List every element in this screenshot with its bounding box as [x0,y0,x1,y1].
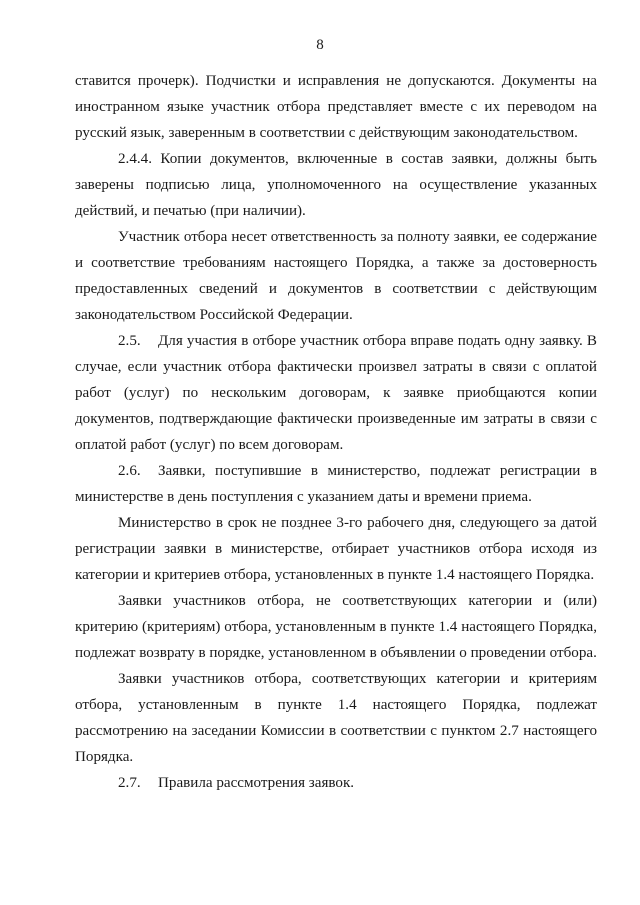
paragraph-2-6 [75,458,597,510]
paragraph-9-text: Правила рассмотрения заявок. [158,775,355,791]
paragraph-2-7 [75,770,597,796]
document-body [75,68,597,796]
paragraph-5-text: Заявки, поступившие в министерство, подлежат регистрации в министерстве в день поступления с указанием даты и времени приема. [75,463,597,505]
paragraph-ministry-selection [75,510,597,588]
section-number-2-6: 2.6. [118,463,141,479]
paragraph-rejected-applications [75,588,597,666]
paragraph-8-text: Заявки участников отбора, соответствующих категории и критериям отбора, установленным в пункте 1.4 настоящего Порядка, подлежат рассмотрению на заседании Комиссии в соответствии с пунктом 2.7 настоящего Порядка. [75,671,597,765]
paragraph-2-5 [75,328,597,458]
page-number: 8 [316,37,324,53]
section-number-2-5: 2.5. [118,333,141,349]
paragraph-4-text: Для участия в отборе участник отбора вправе подать одну заявку. В случае, если участник отбора фактически произвел затраты в связи с оплатой работ (услуг) по нескольким договорам, к заявке приобщаются копии документов, подтверждающие фактически произведенные им затраты в связи с оплатой работ (услуг) по всем договорам. [75,333,597,453]
paragraph-responsibility [75,224,597,328]
section-number-2-7: 2.7. [118,775,141,791]
paragraph-7-text: Заявки участников отбора, не соответствующих категории и (или) критерию (критериям) отбора, установленным в пункте 1.4 настоящего Порядка, подлежат возврату в порядке, установленном в объявлении о проведении отбора. [75,593,597,661]
paragraph-2-text: 2.4.4. Копии документов, включенные в состав заявки, должны быть заверены подписью лица, уполномоченного на осуществление указанных действий, и печатью (при наличии). [75,151,597,219]
paragraph-accepted-applications [75,666,597,770]
paragraph-1 [75,68,597,146]
paragraph-6-text: Министерство в срок не позднее 3-го рабочего дня, следующего за датой регистрации заявки в министерстве, отбирает участников отбора исходя из категории и критериев отбора, установленных в пункте 1.4 настоящего Порядка. [75,515,597,583]
paragraph-2-4-4 [75,146,597,224]
paragraph-3-text: Участник отбора несет ответственность за полноту заявки, ее содержание и соответствие требованиям настоящего Порядка, а также за достоверность предоставленных сведений и документов в соответствии с действующим законодательством Российской Федерации. [75,229,597,323]
paragraph-1-text: ставится прочерк). Подчистки и исправления не допускаются. Документы на иностранном языке участник отбора представляет вместе с их переводом на русский язык, заверенным в соответствии с действующим законодательством. [75,73,597,141]
